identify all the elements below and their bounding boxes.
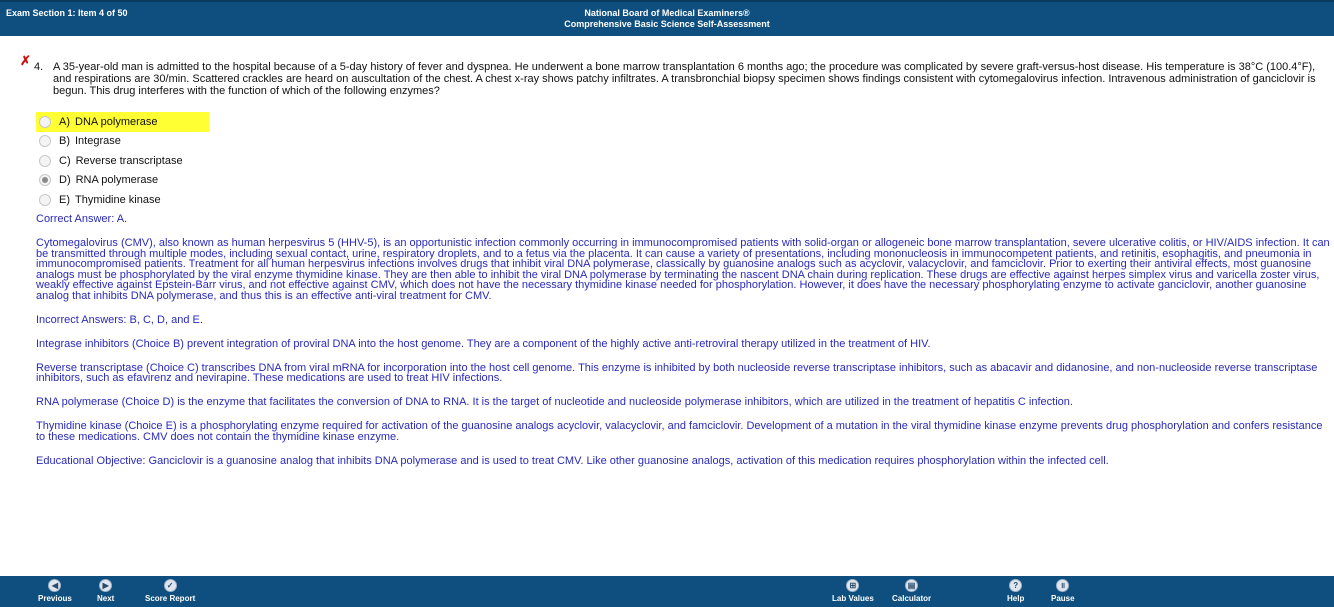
- option-letter: A): [59, 115, 70, 128]
- option-text: RNA polymerase: [75, 174, 159, 187]
- option-text: Reverse transcriptase: [75, 154, 183, 167]
- help-icon: ?: [1009, 579, 1022, 592]
- bottom-toolbar: [0, 576, 1334, 607]
- question-content: [0, 36, 1334, 576]
- section-item-indicator: Exam Section 1: Item 4 of 50: [6, 8, 128, 18]
- score-report-icon: ✓: [164, 579, 177, 592]
- lab-values-button[interactable]: [832, 579, 874, 603]
- help-label: Help: [1007, 594, 1025, 603]
- question-block: [36, 61, 1326, 97]
- radio-d[interactable]: [39, 174, 51, 186]
- calculator-button[interactable]: [892, 579, 931, 603]
- option-b[interactable]: [36, 132, 209, 152]
- next-icon: ▶: [99, 579, 112, 592]
- explanation-main: Cytomegalovirus (CMV), also known as human herpesvirus 5 (HHV-5), is an opportunistic infection commonly occurring in immunocompromised patients with solid-organ or allogeneic bone marrow transplantation, severe ulcerative colitis, or HIV/AIDS infection. It can be transmitted through multiple modes, including sexual contact, urine, respiratory droplets, and to a fetus via the placenta. It can cause a variety of presentations, including mononucleosis in immunocompetent patients, and retinitis, esophagitis, and pneumonia in immunocompromised patients. Treatment for all human herpesvirus infections involves drugs that inhibit viral DNA polymerase, classically by guanosine analogs such as acyclovir, valacyclovir, and famciclovir. Prior to exerting their antiviral effects, most guanosine analogs must be phosphorylated by the viral enzyme thymidine kinase. They are then able to inhibit the viral DNA polymerase by terminating the nascent DNA chain during replication. These drugs are effective against herpes simplex virus and varicella zoster virus, weakly effective against Epstein-Barr virus, and not effective against CMV, which does not have the necessary thymidine kinase needed for phosphorylation. However, it does have the necessary phosphorylating enzyme to activate ganciclovir, another guanosine analog that inhibits DNA polymerase, and thus this is an effective anti-viral treatment for CMV.: [36, 237, 1330, 302]
- question-stem: A 35-year-old man is admitted to the hospital because of a 5-day history of fever and dyspnea. He underwent a bone marrow transplantation 6 months ago; the procedure was complicated by severe graft-versus-host disease. His temperature is 38°C (100.4°F), and respirations are 30/min. Scattered crackles are heard on auscultation of the chest. A chest x-ray shows patchy infiltrates. A transbronchial biopsy specimen shows findings consistent with cytomegalovirus infection. Intravenous administration of ganciclovir is begun. This drug interferes with the function of which of the following enzymes?: [53, 61, 1316, 97]
- exam-title: Comprehensive Basic Science Self-Assessment: [564, 19, 770, 29]
- previous-button[interactable]: [38, 579, 72, 603]
- org-name: National Board of Medical Examiners®: [584, 8, 750, 18]
- lab-values-icon: ⊞: [846, 579, 859, 592]
- question-number: 4.: [34, 61, 44, 73]
- option-a[interactable]: [36, 112, 209, 132]
- top-bar: [0, 0, 1334, 36]
- previous-icon: ◀: [48, 579, 61, 592]
- pause-icon: ॥: [1056, 579, 1069, 592]
- educational-objective: Educational Objective: Ganciclovir is a guanosine analog that inhibits DNA polymerase and is used to treat CMV. Like other guanosine analogs, activation of this medication requires phosphorylation within the infected cell.: [36, 454, 1109, 467]
- previous-label: Previous: [38, 594, 72, 603]
- score-report-button[interactable]: [145, 579, 195, 603]
- pause-button[interactable]: [1051, 579, 1075, 603]
- option-text: DNA polymerase: [75, 115, 158, 128]
- incorrect-answers: Incorrect Answers: B, C, D, and E.: [36, 313, 203, 326]
- exam-header: [0, 8, 1334, 30]
- next-label: Next: [97, 594, 115, 603]
- explanation-choice-b: Integrase inhibitors (Choice B) prevent integration of proviral DNA into the host genome. They are a component of the highly active anti-retroviral therapy utilized in the treatment of HIV.: [36, 337, 931, 350]
- correct-answer: Correct Answer: A.: [36, 213, 128, 225]
- score-report-label: Score Report: [145, 594, 196, 603]
- option-c[interactable]: [36, 151, 209, 171]
- next-button[interactable]: [97, 579, 114, 603]
- option-e[interactable]: [36, 190, 209, 210]
- calculator-label: Calculator: [892, 594, 932, 603]
- option-letter: C): [59, 154, 71, 167]
- explanation-choice-e: Thymidine kinase (Choice E) is a phosphorylating enzyme required for activation of the guanosine analogs acyclovir, valacyclovir, and famciclovir. Development of a mutation in the viral thymidine kinase enzyme prevents drug phosphorylation and confers resistance to these medications. CMV does not contain the thymidine kinase enzyme.: [36, 420, 1323, 443]
- option-text: Integrase: [75, 135, 121, 148]
- calculator-icon: ▤: [905, 579, 918, 592]
- option-letter: E): [59, 193, 70, 206]
- radio-e[interactable]: [39, 194, 51, 206]
- help-button[interactable]: [1007, 579, 1024, 603]
- lab-values-label: Lab Values: [832, 594, 874, 603]
- red-x-mark-icon: ✗: [20, 53, 31, 68]
- option-letter: D): [59, 174, 71, 187]
- explanation: [36, 214, 1332, 480]
- pause-label: Pause: [1051, 594, 1075, 603]
- radio-a[interactable]: [39, 116, 51, 128]
- option-text: Thymidine kinase: [75, 193, 161, 206]
- option-d[interactable]: [36, 171, 209, 191]
- option-letter: B): [59, 135, 70, 148]
- explanation-choice-c: Reverse transcriptase (Choice C) transcribes DNA from viral mRNA for incorporation into the host cell genome. This enzyme is inhibited by both nucleoside reverse transcriptase inhibitors, such as abacavir and didanosine, and non-nucleoside reverse transcriptase inhibitors, such as efavirenz and nevirapine. These medications are used to treat HIV infections.: [36, 361, 1318, 384]
- explanation-choice-d: RNA polymerase (Choice D) is the enzyme that facilitates the conversion of DNA to RNA. It is the target of nucleotide and nucleoside polymerase inhibitors, which are utilized in the treatment of hepatitis C infection.: [36, 396, 1073, 408]
- answer-options: [36, 112, 209, 210]
- radio-b[interactable]: [39, 135, 51, 147]
- radio-c[interactable]: [39, 155, 51, 167]
